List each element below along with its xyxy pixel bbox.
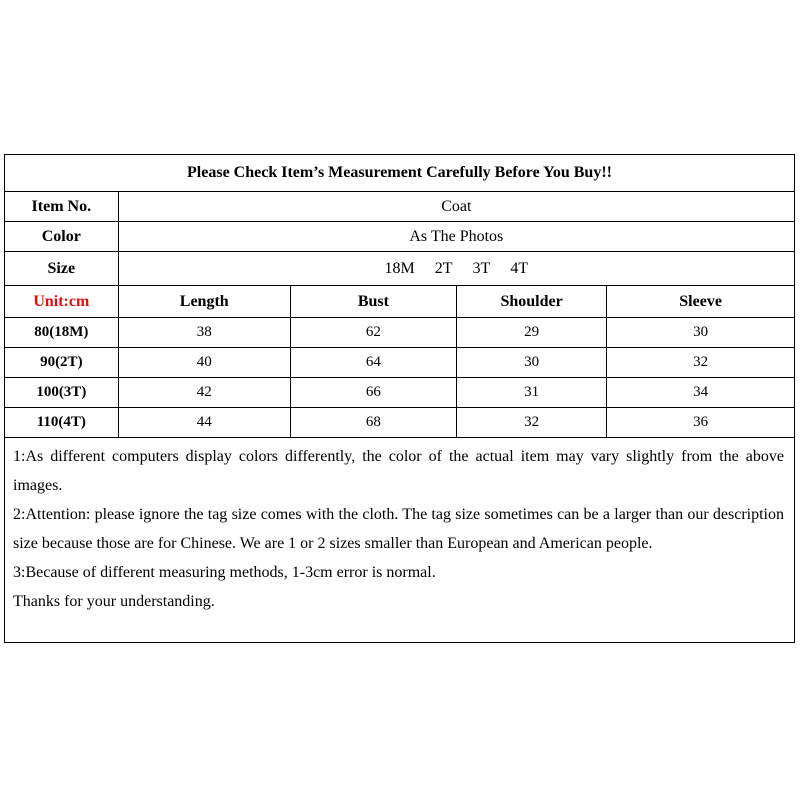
chart-title: Please Check Item’s Measurement Carefully Before You Buy!!	[5, 155, 794, 192]
table-cell: 32	[607, 348, 794, 378]
table-cell: 40	[118, 348, 290, 378]
size-option: 18M	[384, 259, 415, 277]
column-header: Length	[118, 286, 290, 318]
size-option: 3T	[472, 259, 491, 277]
item-no-value: Coat	[118, 192, 794, 222]
title-row	[5, 155, 794, 192]
row-size: 80(18M)	[5, 318, 118, 348]
note-item: 2:Attention: please ignore the tag size comes with the cloth. The tag size sometimes can be a larger than our description size because those are for Chinese. We are 1 or 2 sizes smaller than European and American people.	[13, 506, 784, 552]
table-row	[5, 378, 794, 408]
table-cell: 38	[118, 318, 290, 348]
color-label: Color	[5, 222, 118, 252]
column-header: Bust	[290, 286, 456, 318]
row-size: 90(2T)	[5, 348, 118, 378]
table-cell: 68	[290, 408, 456, 438]
note-item: Thanks for your understanding.	[13, 593, 215, 610]
table-cell: 31	[457, 378, 607, 408]
size-option: 2T	[434, 259, 453, 277]
unit-label: Unit:cm	[5, 286, 118, 318]
color-row	[5, 222, 794, 252]
note-item: 3:Because of different measuring methods, 1-3cm error is normal.	[13, 564, 436, 581]
table-cell: 30	[607, 318, 794, 348]
size-option: 4T	[510, 259, 529, 277]
table-cell: 42	[118, 378, 290, 408]
size-chart	[4, 154, 795, 643]
note-item: 1:As different computers display colors differently, the color of the actual item may vary slightly from the above images.	[13, 448, 784, 494]
table-cell: 44	[118, 408, 290, 438]
row-size: 100(3T)	[5, 378, 118, 408]
color-value: As The Photos	[118, 222, 794, 252]
size-label: Size	[5, 252, 118, 286]
column-header: Sleeve	[607, 286, 794, 318]
measurement-table	[5, 155, 794, 438]
column-header-row	[5, 286, 794, 318]
notes-section	[5, 438, 794, 616]
item-no-label: Item No.	[5, 192, 118, 222]
table-cell: 64	[290, 348, 456, 378]
item-no-row	[5, 192, 794, 222]
table-row	[5, 318, 794, 348]
table-cell: 66	[290, 378, 456, 408]
size-row	[5, 252, 794, 286]
size-values	[118, 252, 794, 286]
table-cell: 30	[457, 348, 607, 378]
table-cell: 62	[290, 318, 456, 348]
table-row	[5, 348, 794, 378]
column-header: Shoulder	[457, 286, 607, 318]
table-cell: 32	[457, 408, 607, 438]
table-cell: 29	[457, 318, 607, 348]
row-size: 110(4T)	[5, 408, 118, 438]
table-cell: 34	[607, 378, 794, 408]
table-row	[5, 408, 794, 438]
table-cell: 36	[607, 408, 794, 438]
